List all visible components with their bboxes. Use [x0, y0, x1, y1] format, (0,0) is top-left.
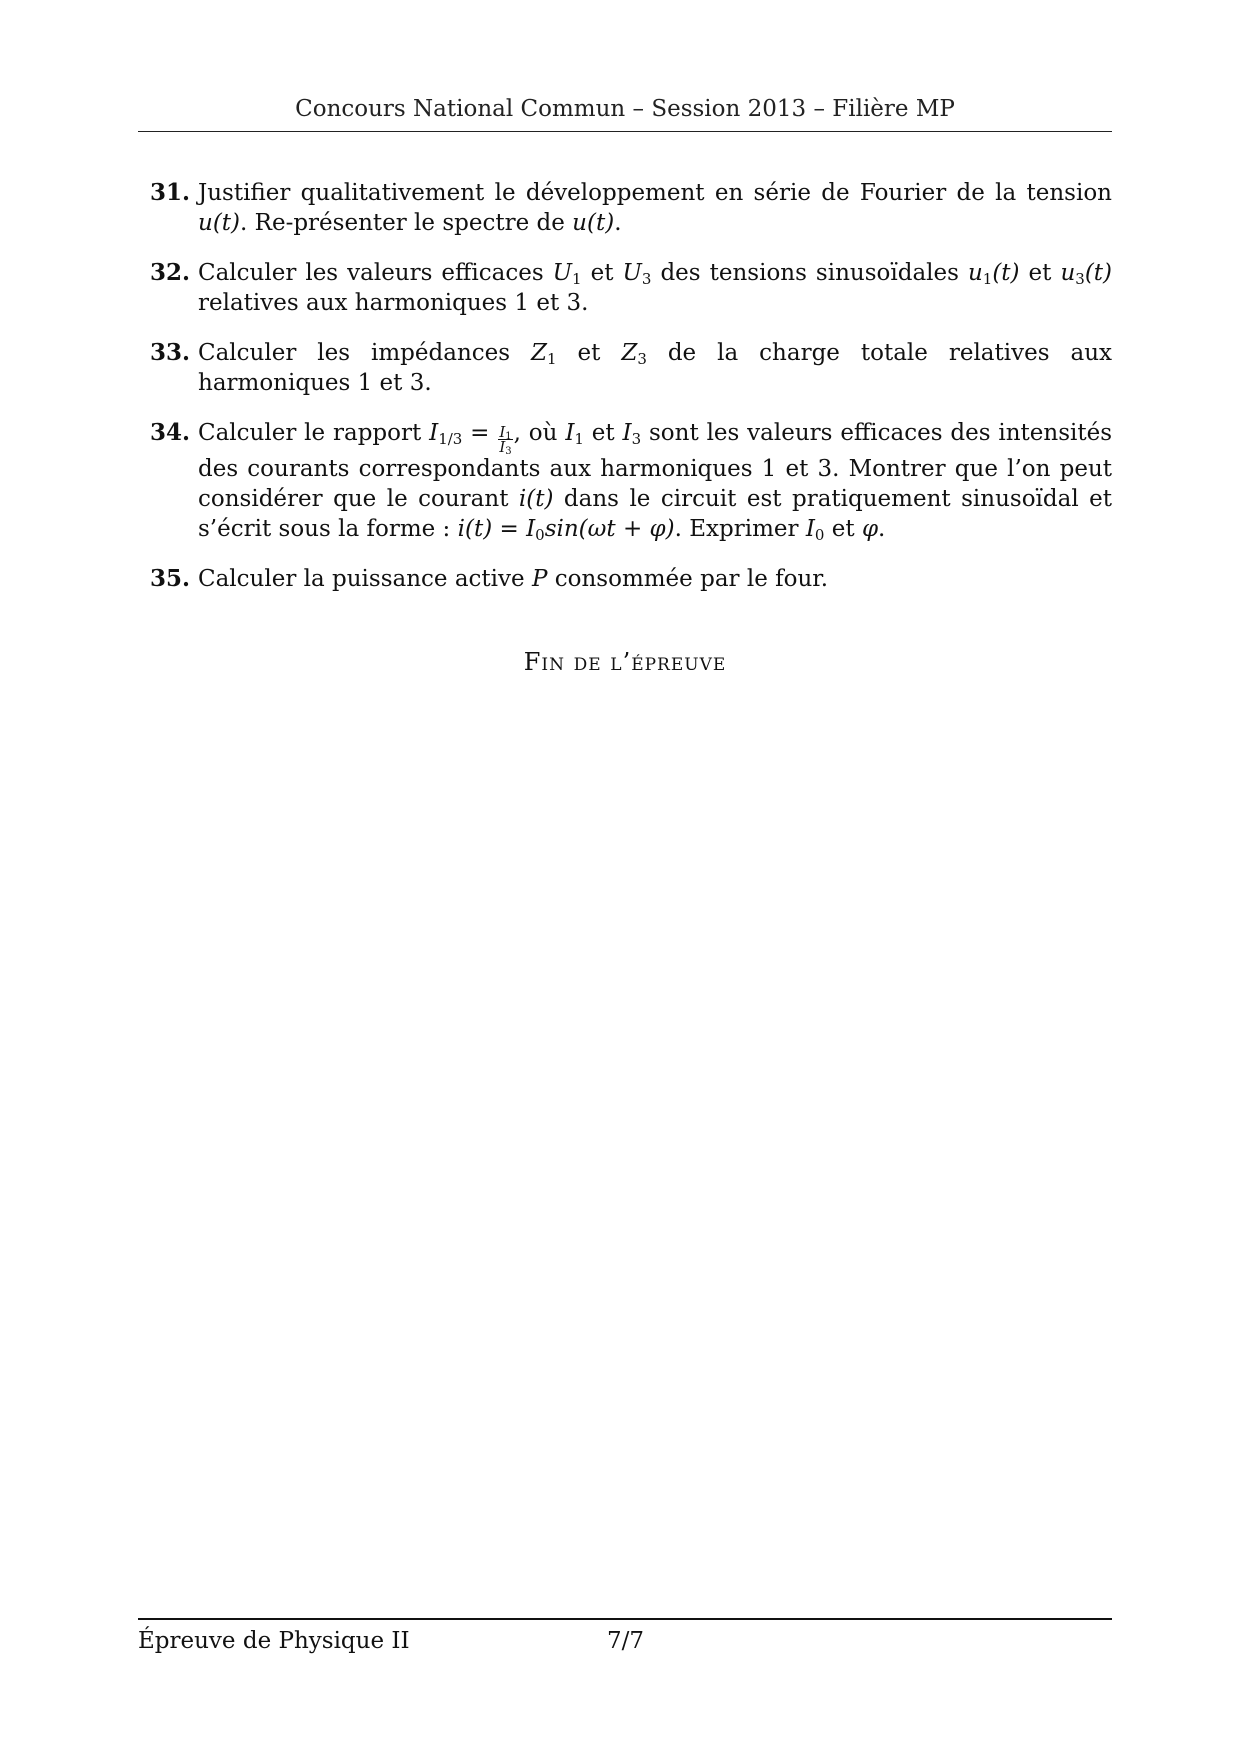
question-32 — [138, 258, 1112, 318]
question-34 — [138, 418, 1112, 544]
page-number: 7/7 — [607, 1628, 645, 1654]
end-of-exam-label: Fin de l’épreuve — [523, 648, 727, 676]
page-header: Concours National Commun – Session 2013 – Filière MP — [295, 96, 955, 122]
question-35 — [138, 564, 1112, 594]
question-31 — [138, 178, 1112, 238]
footer-rule — [138, 1618, 1112, 1620]
fraction: $\frac{I_1}{I_3}$ — [499, 423, 512, 457]
question-number: 31. — [150, 179, 191, 206]
question-text: Calculer le rapport $I_{1/3}$ = $\frac{I_1}{I_3}$ , où $I_1$ et $I_3$ sont les valeurs efficaces des intensités des courants correspondants aux harmoniques 1 et 3. Montrer que l’on peut considérer que le courant i(t) dans le circuit est pratiquement sinusoïdal et s’écrit sous la forme : $i(t) = I_0\sin(\omega t + \varphi)$. Exprimer $I_0$ et φ. — [198, 420, 1113, 544]
question-text: Calculer les valeurs efficaces $U_1$ et $U_3$ des tensions sinusoïdales $u_1(t)$ et $u_3(t)$ relatives aux harmoniques 1 et 3. — [198, 260, 1113, 316]
question-number: 32. — [150, 259, 191, 286]
question-text: Calculer les impédances $Z_1$ et $Z_3$ de la charge totale relatives aux harmoniques 1 et 3. — [198, 340, 1112, 396]
question-text: Justifier qualitativement le développement en série de Fourier de la tension u(t). Re-présenter le spectre de u(t). — [198, 180, 1112, 236]
header-rule — [138, 131, 1112, 132]
footer-exam-title: Épreuve de Physique II — [138, 1628, 410, 1654]
question-33 — [138, 338, 1112, 398]
question-number: 34. — [150, 419, 191, 446]
question-number: 33. — [150, 339, 191, 366]
question-number: 35. — [150, 565, 191, 592]
question-text: Calculer la puissance active P consommée par le four. — [198, 566, 829, 592]
question-list — [138, 178, 1112, 614]
